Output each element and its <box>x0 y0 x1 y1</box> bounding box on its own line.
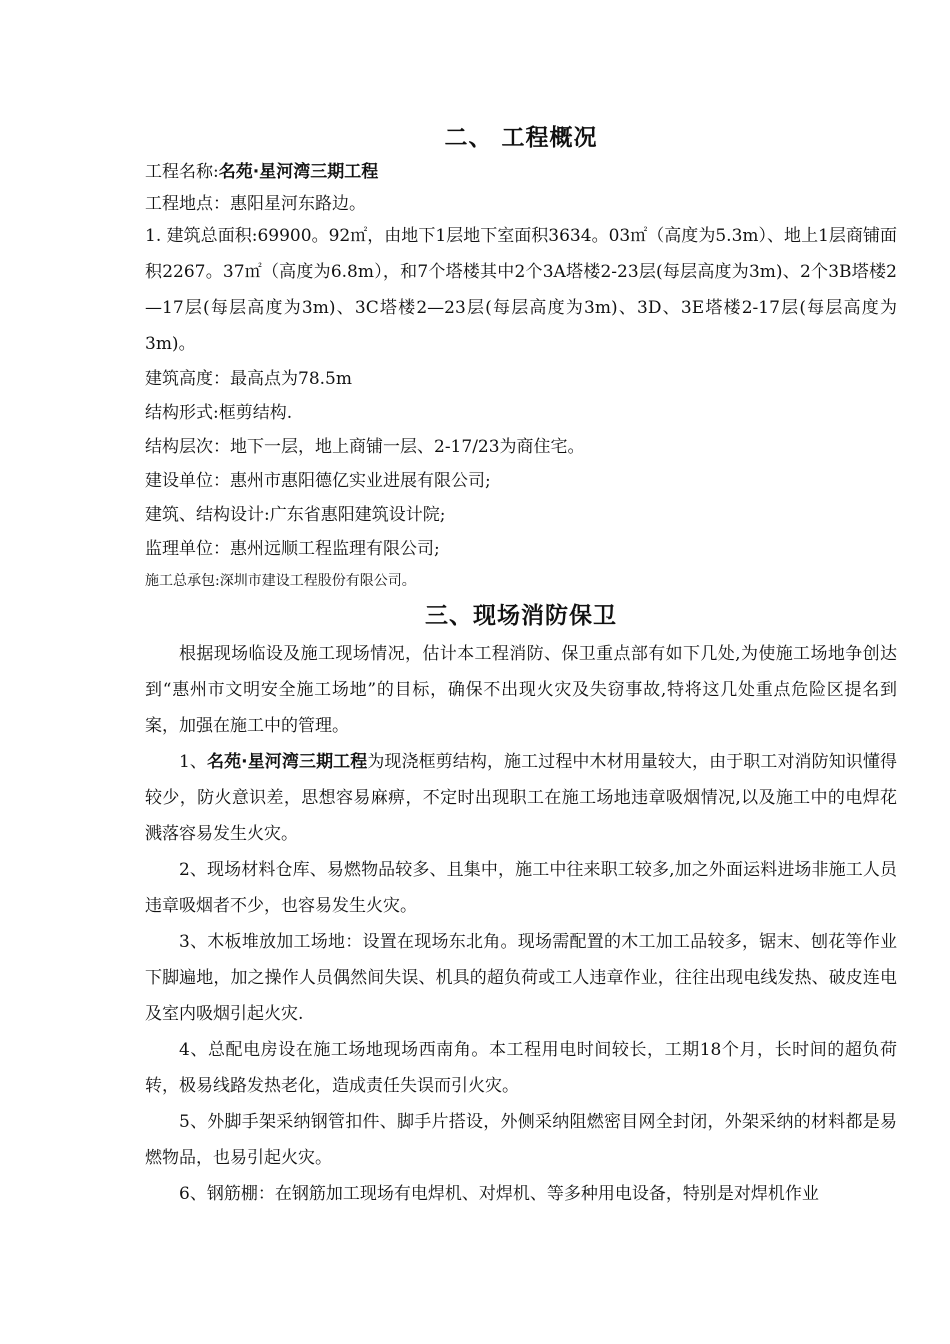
risk-item-5: 5、外脚手架采纳钢管扣件、脚手片搭设，外侧采纳阻燃密目网全封闭，外架采纳的材料都是易燃物品，也易引起火灾。 <box>145 1112 897 1168</box>
risk-item-4: 4、总配电房设在施工场地现场西南角。本工程用电时间较长，工期18个月，长时间的超负荷转，极易线路发热老化，造成责任失误而引火灾。 <box>145 1040 897 1096</box>
risk-item-1-text: 为现浇框剪结构，施工过程中木材用量较大，由于职工对消防知识懂得较少，防火意识差，思想容易麻痹，不定时出现职工在施工场地违章吸烟情况,以及施工中的电焊花溅落容易发生火灾。 <box>145 752 897 844</box>
risk-item-1-number: 1、 <box>179 752 207 772</box>
project-name-value: 名苑·星河湾三期工程 <box>218 162 379 182</box>
risk-item-6: 6、钢筋棚：在钢筋加工现场有电焊机、对焊机、等多种用电设备，特别是对焊机作业 <box>179 1184 819 1204</box>
document-content <box>145 118 897 1212</box>
project-location: 工程地点：惠阳星河东路边。 <box>145 194 366 214</box>
risk-item-1 <box>145 744 897 852</box>
project-name-line <box>145 158 897 186</box>
structure-form: 结构形式:框剪结构. <box>145 403 293 423</box>
general-contractor: 施工总承包:深圳市建设工程股份有限公司。 <box>145 573 416 589</box>
risk-item-3: 3、木板堆放加工场地：设置在现场东北角。现场需配置的木工加工品较多，锯末、刨花等作业下脚遍地，加之操作人员偶然间失误、机具的超负荷或工人违章作业，往往出现电线发热、破皮连电及室内吸烟引起火灾. <box>145 932 897 1024</box>
construction-owner: 建设单位：惠州市惠阳德亿实业进展有限公司; <box>145 471 491 491</box>
risk-item-1-project-name: 名苑·星河湾三期工程 <box>207 752 368 772</box>
risk-item-2: 2、现场材料仓库、易燃物品较多、且集中，施工中往来职工较多,加之外面运料进场非施工人员违章吸烟者不少，也容易发生火灾。 <box>145 860 897 916</box>
project-name-label: 工程名称: <box>145 162 219 182</box>
building-area-paragraph: 1. 建筑总面积:69900。92㎡，由地下1层地下室面积3634。03㎡（高度为5.3m）、地上1层商铺面积2267。37㎡（高度为6.8m），和7个塔楼其中2个3A塔楼2-23层(每层高度为3m)、2个3B塔楼2—17层(每层高度为3m)、3C塔楼2—23层(每层高度为3m)、3D、3E塔楼2-17层(每层高度为3m)。 <box>145 226 897 354</box>
building-height: 建筑高度：最高点为78.5m <box>145 369 352 389</box>
building-designer: 建筑、结构设计:广东省惠阳建筑设计院; <box>145 505 446 525</box>
section-title-fire-security: 三、现场消防保卫 <box>425 603 617 629</box>
section-title-project-overview: 二、 工程概况 <box>444 125 598 151</box>
supervision-unit: 监理单位：惠州远顺工程监理有限公司; <box>145 539 440 559</box>
fire-security-intro: 根据现场临设及施工现场情况，估计本工程消防、保卫重点部有如下几处,为使施工场地争创达到“惠州市文明安全施工场地”的目标，确保不出现火灾及失窃事故,特将这几处重点危险区提名到案，加强在施工中的管理。 <box>145 644 897 736</box>
structure-levels: 结构层次：地下一层，地上商铺一层、2-17/23为商住宅。 <box>145 437 585 457</box>
